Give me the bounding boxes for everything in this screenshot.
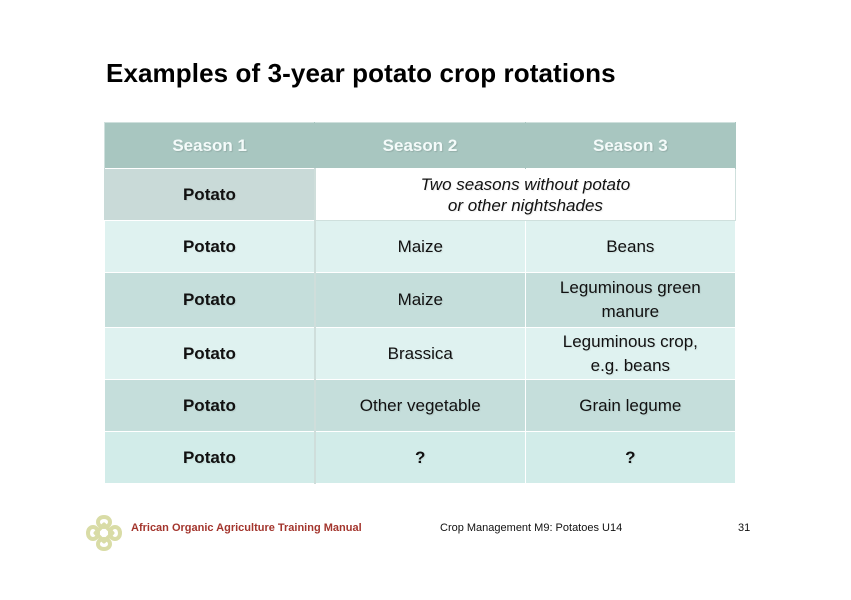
table-row — [105, 273, 736, 328]
cell-line-1: Leguminous green — [559, 278, 701, 297]
cell-season-1: Potato — [105, 432, 315, 484]
cell-season-2: Brassica — [315, 328, 525, 380]
merged-line-2: or other nightshades — [447, 195, 603, 215]
cell-line-2: manure — [601, 302, 660, 321]
cell-season-3 — [525, 328, 735, 380]
header-season-1: Season 1 — [105, 123, 315, 169]
slide-title: Examples of 3-year potato crop rotations — [106, 58, 616, 88]
table-row — [105, 432, 736, 484]
footer-module: Crop Management M9: Potatoes U14 — [440, 522, 623, 534]
crop-rotation-table — [104, 122, 736, 484]
cell-season-2: Other vegetable — [315, 380, 525, 432]
cell-line-1: Leguminous crop, — [562, 331, 698, 351]
cell-season-1: Potato — [105, 380, 315, 432]
merged-line-1: Two seasons without potato — [420, 174, 631, 194]
page-number: 31 — [738, 522, 751, 534]
table-row — [105, 169, 736, 221]
header-season-2: Season 2 — [315, 123, 525, 169]
table-header-row — [105, 123, 736, 169]
cell-season-2: Maize — [315, 273, 525, 328]
knot-logo-icon — [84, 513, 124, 553]
cell-season-2: ? — [315, 432, 525, 484]
footer-manual-title: African Organic Agriculture Training Manual — [131, 522, 362, 534]
cell-line-2: e.g. beans — [590, 355, 671, 375]
cell-season-1: Potato — [105, 169, 315, 221]
cell-merged-seasons-2-3 — [315, 169, 736, 221]
header-season-3: Season 3 — [525, 123, 735, 169]
cell-season-2: Maize — [315, 221, 525, 273]
cell-season-1: Potato — [105, 221, 315, 273]
table-row — [105, 328, 736, 380]
cell-season-1: Potato — [105, 328, 315, 380]
cell-season-3: Grain legume — [525, 380, 735, 432]
table-row — [105, 221, 736, 273]
cell-season-1: Potato — [105, 273, 315, 328]
cell-season-3 — [525, 273, 735, 328]
cell-season-3: ? — [525, 432, 735, 484]
cell-season-3: Beans — [525, 221, 735, 273]
table-row — [105, 380, 736, 432]
